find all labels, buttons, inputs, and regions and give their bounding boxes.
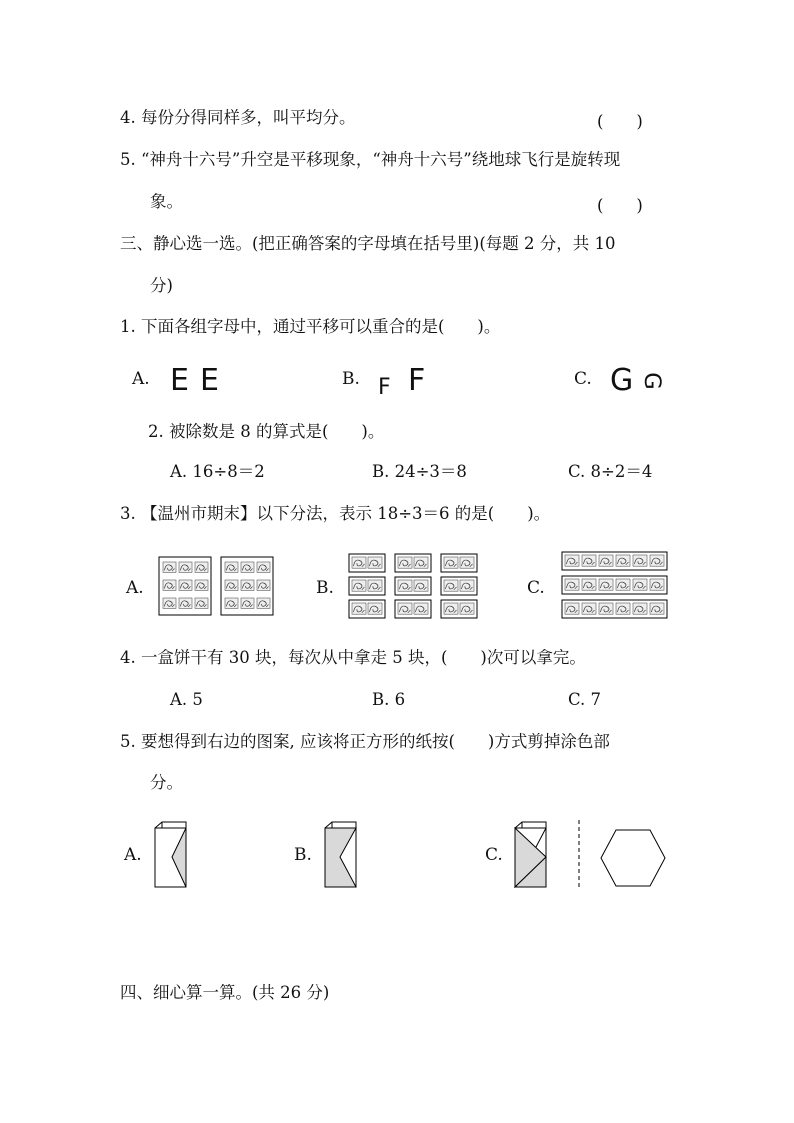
q5-option-c-label[interactable]: C. (485, 845, 503, 865)
cookie-icon (616, 555, 630, 566)
choice-q2-text: 2. 被除数是 8 的算式是( )。 (148, 422, 385, 441)
q5-option-a-label[interactable]: A. (124, 845, 142, 865)
cookie-icon (599, 555, 613, 566)
cookie-icon (352, 557, 366, 568)
q1-option-b-letter-small: F (378, 375, 391, 400)
cookie-icon (444, 603, 458, 614)
cookie-icon (225, 598, 238, 608)
cookie-icon (257, 598, 270, 608)
judge-q4-answer-paren[interactable]: ( ) (597, 112, 643, 131)
q1-option-a-letter-1: E (170, 363, 189, 398)
cookie-icon (163, 562, 176, 572)
choice-q1-text: 1. 下面各组字母中，通过平移可以重合的是( )。 (120, 317, 501, 336)
cookie-icon (352, 580, 366, 591)
q2-option-c[interactable]: C. 8÷2＝4 (568, 462, 653, 481)
cookie-icon (241, 580, 254, 590)
q2-option-b[interactable]: B. 24÷3＝8 (372, 462, 467, 481)
choice-q5-text-line1: 5. 要想得到右边的图案, 应该将正方形的纸按( )方式剪掉涂色部 (120, 732, 610, 751)
cookie-icon (414, 557, 428, 568)
q2-option-a[interactable]: A. 16÷8＝2 (170, 462, 265, 481)
q1-option-c-letter-upright: G (610, 363, 634, 398)
q1-option-c-letter-rotated: G (638, 372, 666, 390)
cookie-icon (398, 580, 412, 591)
cookie-icon (241, 598, 254, 608)
q3-option-b-label[interactable]: B. (316, 578, 334, 598)
q3-option-c-figure (561, 551, 669, 623)
cookie-icon (565, 579, 579, 590)
cookie-icon (195, 598, 208, 608)
cookie-icon (414, 580, 428, 591)
cookie-icon (163, 598, 176, 608)
choice-q3-text: 3. 【温州市期末】以下分法，表示 18÷3＝6 的是( )。 (120, 504, 551, 523)
cookie-icon (582, 555, 596, 566)
cookie-icon (650, 555, 664, 566)
q3-option-a-figure (158, 556, 276, 618)
cookie-icon (179, 580, 192, 590)
cookie-icon (414, 603, 428, 614)
cookie-icon (241, 562, 254, 572)
q1-option-b-label[interactable]: B. (342, 369, 360, 389)
q5-dashed-divider (576, 820, 582, 892)
cookie-icon (599, 579, 613, 590)
cookie-icon (368, 557, 382, 568)
q5-target-hexagon (598, 828, 668, 888)
cookie-icon (352, 603, 366, 614)
cookie-icon (599, 603, 613, 614)
cookie-icon (460, 557, 474, 568)
q4-option-a[interactable]: A. 5 (170, 690, 203, 709)
q3-option-b-figure (348, 553, 478, 621)
q3-option-c-label[interactable]: C. (527, 578, 545, 598)
cookie-icon (650, 603, 664, 614)
q3-option-a-label[interactable]: A. (126, 578, 144, 598)
cookie-icon (225, 562, 238, 572)
judge-q5-text-line1: 5. “神舟十六号”升空是平移现象，“神舟十六号”绕地球飞行是旋转现 (120, 150, 621, 169)
cookie-icon (444, 580, 458, 591)
q5-option-c-folded-paper (512, 818, 552, 890)
cookie-icon (195, 580, 208, 590)
cookie-icon (398, 557, 412, 568)
section3-heading-line2: 分) (150, 276, 173, 295)
q5-option-b-folded-paper (322, 818, 362, 890)
judge-q5-text-line2: 象。 (150, 192, 183, 211)
cookie-icon (257, 580, 270, 590)
cookie-icon (582, 603, 596, 614)
q1-option-a-letter-2: E (200, 363, 219, 398)
cookie-icon (650, 579, 664, 590)
q1-option-b-letter-large: F (408, 363, 426, 398)
q1-option-a-label[interactable]: A. (132, 369, 150, 389)
cookie-icon (616, 579, 630, 590)
cookie-icon (565, 555, 579, 566)
cookie-icon (368, 603, 382, 614)
section4-heading: 四、细心算一算。(共 26 分) (120, 983, 330, 1002)
section3-heading-line1: 三、静心选一选。(把正确答案的字母填在括号里)(每题 2 分，共 10 (120, 234, 616, 253)
q5-option-b-label[interactable]: B. (294, 845, 312, 865)
q5-option-a-folded-paper (152, 818, 192, 890)
cookie-icon (163, 580, 176, 590)
cookie-icon (633, 555, 647, 566)
cookie-icon (565, 603, 579, 614)
cookie-icon (616, 603, 630, 614)
cookie-icon (225, 580, 238, 590)
cookie-icon (179, 598, 192, 608)
judge-q5-answer-paren[interactable]: ( ) (597, 196, 643, 215)
cookie-icon (398, 603, 412, 614)
cookie-icon (460, 580, 474, 591)
choice-q4-text: 4. 一盒饼干有 30 块，每次从中拿走 5 块，( )次可以拿完。 (120, 648, 586, 667)
cookie-icon (444, 557, 458, 568)
cookie-icon (633, 579, 647, 590)
cookie-icon (195, 562, 208, 572)
cookie-icon (368, 580, 382, 591)
q4-option-c[interactable]: C. 7 (568, 690, 602, 709)
cookie-icon (460, 603, 474, 614)
judge-q4-text: 4. 每份分得同样多，叫平均分。 (120, 108, 356, 127)
choice-q5-text-line2: 分。 (150, 773, 183, 792)
cookie-icon (179, 562, 192, 572)
cookie-icon (582, 579, 596, 590)
cookie-icon (257, 562, 270, 572)
q1-option-c-label[interactable]: C. (574, 369, 592, 389)
cookie-icon (633, 603, 647, 614)
q4-option-b[interactable]: B. 6 (372, 690, 406, 709)
